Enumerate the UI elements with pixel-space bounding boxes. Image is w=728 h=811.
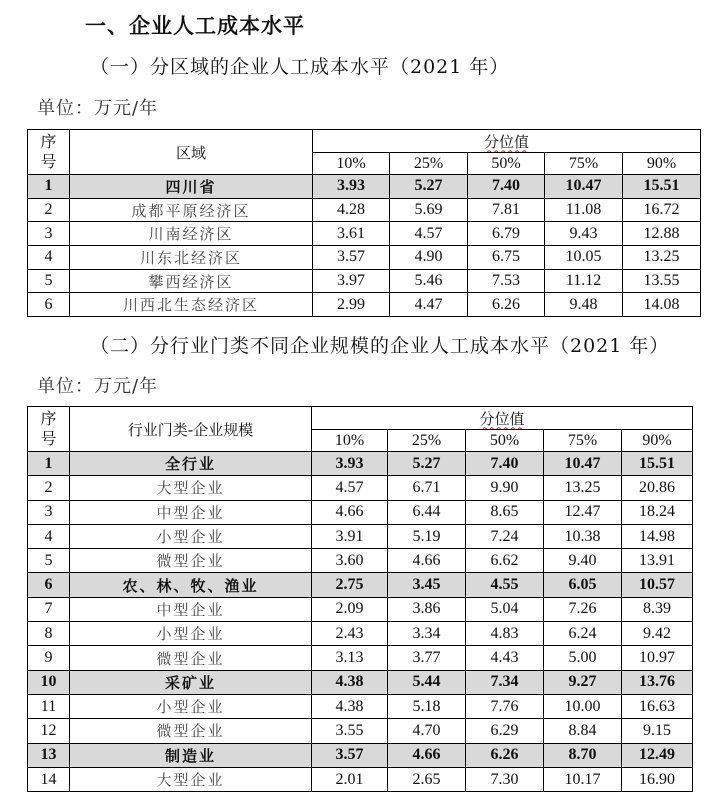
value-p10: 3.55 (312, 719, 388, 743)
row-seq: 10 (28, 670, 70, 694)
value-p25: 5.18 (388, 694, 466, 718)
row-seq: 12 (28, 719, 70, 743)
section2-unit: 单位：万元/年 (37, 376, 159, 397)
value-p90: 8.39 (622, 597, 693, 621)
row-seq: 6 (28, 293, 70, 317)
value-p90: 15.51 (623, 175, 701, 199)
value-p90: 14.08 (623, 293, 701, 317)
value-p75: 9.48 (545, 293, 623, 317)
row-name: 成都平原经济区 (70, 198, 313, 222)
value-p10: 3.60 (312, 549, 388, 573)
name-column-header: 行业门类-企业规模 (70, 407, 312, 452)
value-p10: 3.61 (313, 222, 390, 246)
table-row (28, 293, 701, 317)
value-p75: 10.05 (545, 246, 623, 270)
value-p90: 12.88 (623, 222, 701, 246)
row-seq: 9 (28, 646, 70, 670)
value-p10: 3.13 (312, 646, 388, 670)
value-p25: 5.27 (388, 452, 466, 476)
value-p10: 3.93 (312, 452, 388, 476)
table-row (28, 549, 693, 573)
value-p50: 4.83 (466, 622, 544, 646)
table-row (28, 719, 693, 743)
value-p50: 7.24 (466, 524, 544, 548)
value-p25: 5.69 (390, 198, 468, 222)
seq-header-char1: 序 (40, 132, 57, 151)
table-row-category (28, 573, 693, 597)
percentile-group-header (313, 130, 701, 153)
value-p50: 6.75 (468, 246, 545, 270)
row-name: 小型企业 (70, 694, 312, 718)
value-p50: 7.40 (468, 175, 545, 199)
industry-cost-table (27, 406, 693, 792)
value-p75: 10.47 (545, 175, 623, 199)
row-name: 全行业 (70, 452, 312, 476)
value-p50: 4.43 (466, 646, 544, 670)
value-p25: 3.34 (388, 622, 466, 646)
value-p90: 15.51 (622, 452, 693, 476)
value-p90: 20.86 (622, 476, 693, 500)
value-p25: 4.66 (388, 743, 466, 767)
row-name: 微型企业 (70, 719, 312, 743)
value-p10: 2.09 (312, 597, 388, 621)
seq-header-char2: 号 (40, 152, 57, 171)
value-p90: 13.91 (622, 549, 693, 573)
value-p25: 4.57 (390, 222, 468, 246)
row-name: 四川省 (70, 175, 313, 199)
seq-column-header (28, 407, 70, 452)
value-p75: 8.84 (544, 719, 622, 743)
p10-header: 10% (313, 153, 390, 175)
row-name: 攀西经济区 (70, 269, 313, 293)
value-p25: 3.86 (388, 597, 466, 621)
value-p75: 10.00 (544, 694, 622, 718)
value-p90: 16.63 (622, 694, 693, 718)
table-row (28, 198, 701, 222)
table-row-category (28, 743, 693, 767)
percentile-group-label: 分位值 (479, 409, 525, 428)
value-p50: 8.65 (466, 500, 544, 524)
section1-unit: 单位：万元/年 (37, 98, 159, 119)
row-seq: 13 (28, 743, 70, 767)
table-row-category (28, 175, 701, 199)
value-p25: 5.27 (390, 175, 468, 199)
value-p25: 4.47 (390, 293, 468, 317)
value-p10: 4.38 (312, 670, 388, 694)
row-seq: 3 (28, 500, 70, 524)
name-column-header: 区域 (70, 130, 313, 175)
row-seq: 5 (28, 549, 70, 573)
p50-header: 50% (468, 153, 545, 175)
value-p50: 7.34 (466, 670, 544, 694)
section1-title: （一）分区域的企业人工成本水平（2021 年） (90, 56, 510, 78)
value-p75: 10.17 (544, 767, 622, 791)
row-name: 农、林、牧、渔业 (70, 573, 312, 597)
value-p50: 5.04 (466, 597, 544, 621)
p25-header: 25% (388, 430, 466, 452)
value-p90: 9.42 (622, 622, 693, 646)
value-p50: 6.26 (468, 293, 545, 317)
row-name: 小型企业 (70, 622, 312, 646)
value-p75: 6.05 (544, 573, 622, 597)
p90-header: 90% (623, 153, 701, 175)
value-p90: 10.57 (622, 573, 693, 597)
table-row (28, 646, 693, 670)
row-name: 川南经济区 (70, 222, 313, 246)
value-p90: 13.76 (622, 670, 693, 694)
value-p25: 4.90 (390, 246, 468, 270)
value-p75: 11.12 (545, 269, 623, 293)
value-p10: 3.57 (312, 743, 388, 767)
row-seq: 8 (28, 622, 70, 646)
row-seq: 5 (28, 269, 70, 293)
value-p50: 6.29 (466, 719, 544, 743)
value-p10: 2.99 (313, 293, 390, 317)
value-p50: 7.30 (466, 767, 544, 791)
table-row (28, 476, 693, 500)
value-p10: 2.01 (312, 767, 388, 791)
value-p10: 4.57 (312, 476, 388, 500)
row-name: 中型企业 (70, 500, 312, 524)
row-seq: 6 (28, 573, 70, 597)
value-p90: 13.25 (623, 246, 701, 270)
table-row (28, 597, 693, 621)
value-p50: 7.40 (466, 452, 544, 476)
value-p50: 7.76 (466, 694, 544, 718)
p75-header: 75% (545, 153, 623, 175)
row-seq: 3 (28, 222, 70, 246)
value-p75: 9.40 (544, 549, 622, 573)
value-p90: 16.90 (622, 767, 693, 791)
table-row (28, 622, 693, 646)
table-row (28, 500, 693, 524)
value-p25: 4.70 (388, 719, 466, 743)
row-name: 中型企业 (70, 597, 312, 621)
value-p25: 6.44 (388, 500, 466, 524)
value-p50: 4.55 (466, 573, 544, 597)
value-p50: 6.79 (468, 222, 545, 246)
value-p25: 3.77 (388, 646, 466, 670)
value-p90: 18.24 (622, 500, 693, 524)
value-p10: 3.93 (313, 175, 390, 199)
value-p50: 6.62 (466, 549, 544, 573)
table-row (28, 269, 701, 293)
row-name: 微型企业 (70, 549, 312, 573)
value-p10: 3.91 (312, 524, 388, 548)
row-seq: 7 (28, 597, 70, 621)
value-p90: 10.97 (622, 646, 693, 670)
value-p75: 9.43 (545, 222, 623, 246)
percentile-group-header (312, 407, 693, 430)
value-p10: 4.28 (313, 198, 390, 222)
seq-header-char1: 序 (40, 409, 57, 428)
row-seq: 2 (28, 198, 70, 222)
value-p10: 3.97 (313, 269, 390, 293)
value-p90: 16.72 (623, 198, 701, 222)
value-p25: 3.45 (388, 573, 466, 597)
industry-table-body (28, 452, 693, 792)
row-name: 微型企业 (70, 646, 312, 670)
value-p10: 4.38 (312, 694, 388, 718)
value-p90: 13.55 (623, 269, 701, 293)
value-p90: 12.49 (622, 743, 693, 767)
p25-header: 25% (390, 153, 468, 175)
row-seq: 1 (28, 175, 70, 199)
p50-header: 50% (466, 430, 544, 452)
value-p25: 6.71 (388, 476, 466, 500)
value-p75: 11.08 (545, 198, 623, 222)
region-table-body (28, 175, 701, 317)
region-cost-table (27, 129, 701, 317)
row-seq: 11 (28, 694, 70, 718)
p75-header: 75% (544, 430, 622, 452)
row-seq: 14 (28, 767, 70, 791)
value-p90: 9.15 (622, 719, 693, 743)
value-p75: 6.24 (544, 622, 622, 646)
value-p75: 7.26 (544, 597, 622, 621)
value-p50: 7.53 (468, 269, 545, 293)
value-p75: 5.00 (544, 646, 622, 670)
value-p75: 10.47 (544, 452, 622, 476)
value-p75: 10.38 (544, 524, 622, 548)
table-row (28, 694, 693, 718)
section2-title: （二）分行业门类不同企业规模的企业人工成本水平（2021 年） (90, 335, 670, 357)
value-p75: 13.25 (544, 476, 622, 500)
value-p25: 2.65 (388, 767, 466, 791)
value-p10: 3.57 (313, 246, 390, 270)
table-row-category (28, 670, 693, 694)
value-p25: 5.19 (388, 524, 466, 548)
p10-header: 10% (312, 430, 388, 452)
value-p50: 9.90 (466, 476, 544, 500)
seq-column-header (28, 130, 70, 175)
row-seq: 4 (28, 246, 70, 270)
value-p75: 9.27 (544, 670, 622, 694)
p90-header: 90% (622, 430, 693, 452)
value-p75: 12.47 (544, 500, 622, 524)
table-row (28, 246, 701, 270)
value-p50: 6.26 (466, 743, 544, 767)
seq-header-char2: 号 (40, 429, 57, 448)
value-p25: 5.44 (388, 670, 466, 694)
row-name: 小型企业 (70, 524, 312, 548)
value-p50: 7.81 (468, 198, 545, 222)
value-p75: 8.70 (544, 743, 622, 767)
value-p10: 4.66 (312, 500, 388, 524)
table-row (28, 767, 693, 791)
percentile-group-label: 分位值 (483, 132, 529, 151)
table-row-category (28, 452, 693, 476)
row-seq: 2 (28, 476, 70, 500)
row-seq: 4 (28, 524, 70, 548)
value-p90: 14.98 (622, 524, 693, 548)
table-row (28, 524, 693, 548)
row-name: 川东北经济区 (70, 246, 313, 270)
value-p25: 4.66 (388, 549, 466, 573)
row-seq: 1 (28, 452, 70, 476)
row-name: 大型企业 (70, 476, 312, 500)
row-name: 川西北生态经济区 (70, 293, 313, 317)
value-p10: 2.43 (312, 622, 388, 646)
row-name: 制造业 (70, 743, 312, 767)
table-row (28, 222, 701, 246)
value-p25: 5.46 (390, 269, 468, 293)
value-p10: 2.75 (312, 573, 388, 597)
row-name: 采矿业 (70, 670, 312, 694)
page-heading: 一、企业人工成本水平 (85, 14, 305, 38)
row-name: 大型企业 (70, 767, 312, 791)
